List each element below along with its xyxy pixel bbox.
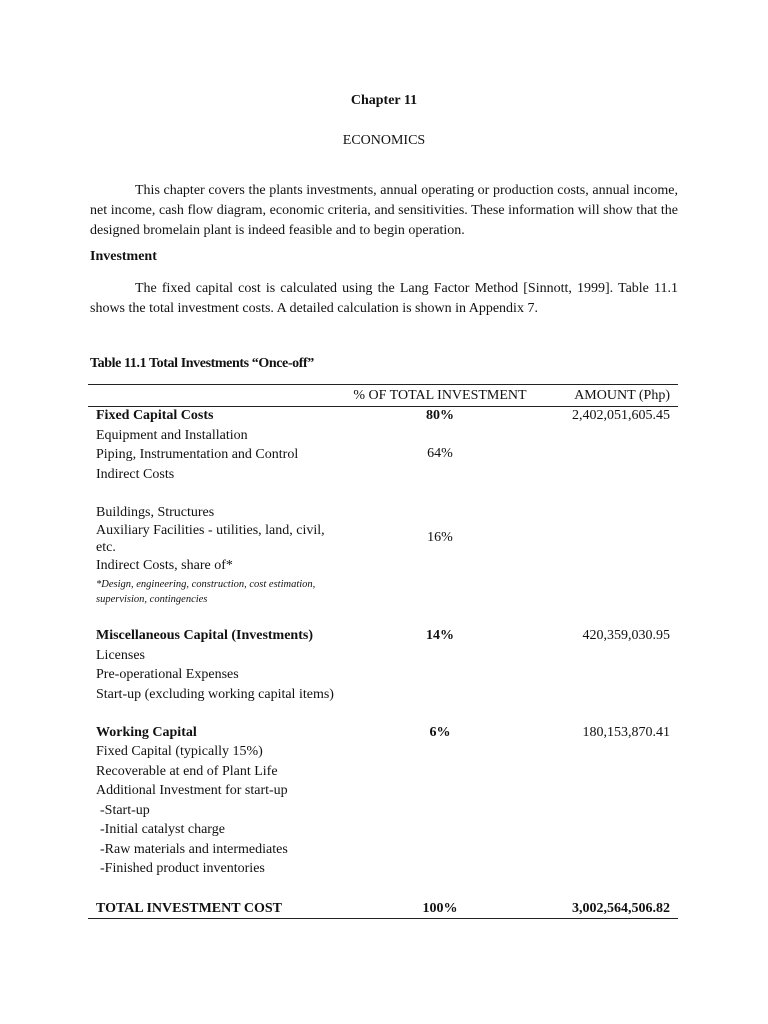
misc-item-startup: Start-up (excluding working capital items) <box>96 687 334 702</box>
chapter-number: Chapter 11 <box>350 93 418 108</box>
working-item-fixed-capital: Fixed Capital (typically 15%) <box>96 744 263 759</box>
misc-capital-percent: 14% <box>426 628 454 643</box>
intro-paragraph: This chapter covers the plants investments, annual operating or production costs, annual income, net income, cash flow diagram, economic criteria, and sensitivities. These information will show that the designed bromelain plant is indeed feasible and to begin operation. <box>90 183 678 238</box>
chapter-title: ECONOMICS <box>342 133 426 148</box>
table-caption: Table 11.1 Total Investments “Once-off” <box>90 356 314 371</box>
misc-capital-heading: Miscellaneous Capital (Investments) <box>96 628 313 643</box>
total-label: TOTAL INVESTMENT COST <box>96 901 282 916</box>
fixed-subpercent-direct: 64% <box>427 446 453 461</box>
working-capital-amount: 180,153,870.41 <box>582 725 670 740</box>
fixed-capital-heading: Fixed Capital Costs <box>96 408 214 423</box>
investment-heading: Investment <box>90 249 157 264</box>
fixed-capital-amount: 2,402,051,605.45 <box>572 408 670 423</box>
fixed-item-auxiliary-cont: etc. <box>96 540 116 555</box>
working-item-additional: Additional Investment for start-up <box>96 783 288 798</box>
fixed-subpercent-buildings: 16% <box>427 530 453 545</box>
fixed-footnote: *Design, engineering, construction, cost estimation, supervision, contingencies <box>96 579 316 605</box>
fixed-item-piping: Piping, Instrumentation and Control <box>96 447 299 462</box>
investment-paragraph: The fixed capital cost is calculated using the Lang Factor Method [Sinnott, 1999]. Table 11.1 shows the total investment costs. A detailed calculation is shown in Appendix 7. <box>90 281 678 316</box>
table-bottom-rule <box>88 918 678 919</box>
misc-item-preoperational: Pre-operational Expenses <box>96 667 239 682</box>
working-capital-percent: 6% <box>429 725 451 740</box>
working-item-raw-materials: -Raw materials and intermediates <box>100 842 288 857</box>
total-amount: 3,002,564,506.82 <box>572 901 670 916</box>
misc-capital-amount: 420,359,030.95 <box>582 628 670 643</box>
fixed-item-auxiliary: Auxiliary Facilities - utilities, land, civil, <box>96 523 325 538</box>
table-top-rule <box>88 384 678 385</box>
fixed-item-equipment: Equipment and Installation <box>96 428 248 443</box>
working-item-recoverable: Recoverable at end of Plant Life <box>96 764 278 779</box>
column-header-percent: % OF TOTAL INVESTMENT <box>353 388 527 403</box>
working-item-inventories: -Finished product inventories <box>100 861 265 876</box>
working-capital-heading: Working Capital <box>96 725 197 740</box>
working-item-catalyst: -Initial catalyst charge <box>100 822 225 837</box>
total-percent: 100% <box>422 901 458 916</box>
column-header-amount: AMOUNT (Php) <box>574 388 670 403</box>
fixed-item-indirect: Indirect Costs <box>96 467 175 482</box>
fixed-item-buildings: Buildings, Structures <box>96 505 215 520</box>
fixed-item-indirect-share: Indirect Costs, share of* <box>96 558 233 573</box>
fixed-capital-percent: 80% <box>426 408 454 423</box>
misc-item-licenses: Licenses <box>96 648 145 663</box>
working-item-startup: -Start-up <box>100 803 150 818</box>
